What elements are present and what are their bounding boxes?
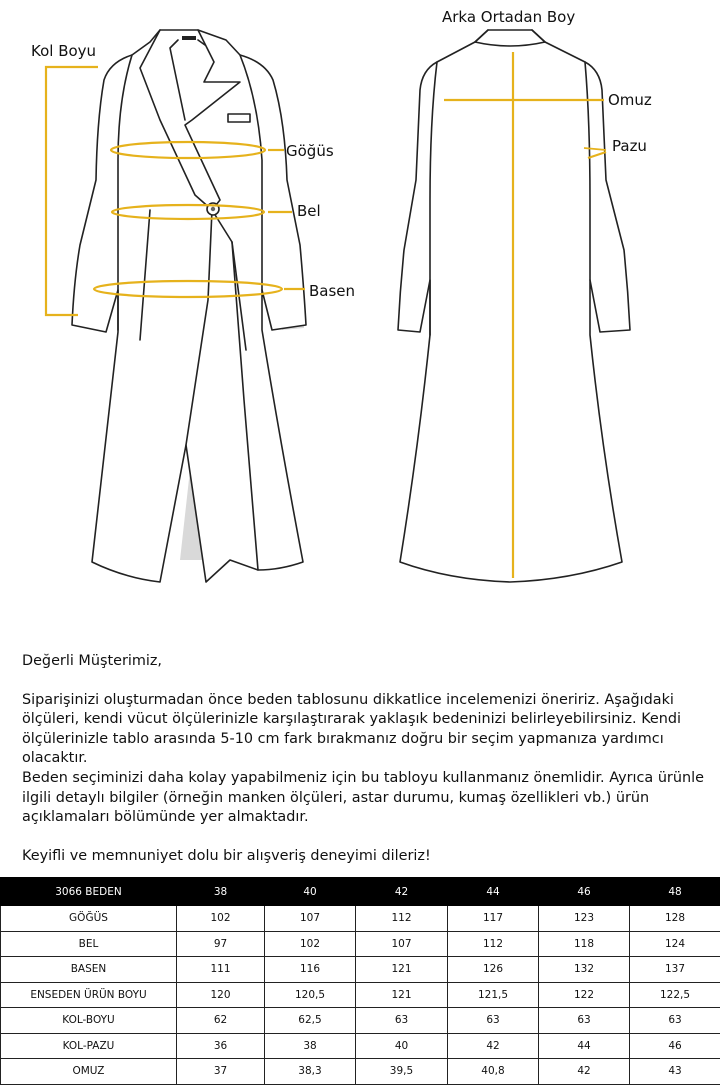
table-cell: 63 [356, 1008, 448, 1034]
table-header-cell: 42 [356, 878, 448, 906]
table-cell: 46 [630, 1033, 720, 1059]
table-cell: 120,5 [265, 982, 356, 1008]
table-cell: 122,5 [630, 982, 720, 1008]
table-cell: 40 [356, 1033, 448, 1059]
table-cell: 128 [630, 906, 720, 932]
table-cell: 42 [448, 1033, 539, 1059]
table-row [1, 1059, 720, 1085]
table-cell: 102 [177, 906, 265, 932]
bel-label: Bel [297, 202, 321, 220]
table-cell: 107 [265, 906, 356, 932]
gogus-label: Göğüs [286, 142, 334, 160]
basen-label: Basen [309, 282, 355, 300]
table-cell: 39,5 [356, 1059, 448, 1085]
table-cell: 137 [630, 957, 720, 983]
table-cell: 121 [356, 982, 448, 1008]
table-cell: 132 [539, 957, 630, 983]
table-row [1, 931, 720, 957]
pazu-label: Pazu [612, 137, 647, 155]
closing-text: Keyifli ve memnuniyet dolu bir alışveriş deneyimi dileriz! [22, 847, 706, 867]
greeting-text: Değerli Müşterimiz, [22, 652, 706, 672]
table-cell: 124 [630, 931, 720, 957]
table-cell: 123 [539, 906, 630, 932]
front-coat-drawing [72, 30, 306, 582]
table-header-cell: 46 [539, 878, 630, 906]
table-row-label: BEL [1, 931, 177, 957]
table-cell: 120 [177, 982, 265, 1008]
table-row-label: BASEN [1, 957, 177, 983]
table-cell: 44 [539, 1033, 630, 1059]
table-cell: 112 [448, 931, 539, 957]
table-row [1, 1008, 720, 1034]
omuz-label: Omuz [608, 91, 652, 109]
table-header-cell: 40 [265, 878, 356, 906]
table-cell: 121,5 [448, 982, 539, 1008]
table-header-cell: 3066 BEDEN [1, 878, 177, 906]
table-row-label: ENSEDEN ÜRÜN BOYU [1, 982, 177, 1008]
table-cell: 118 [539, 931, 630, 957]
table-cell: 63 [448, 1008, 539, 1034]
table-cell: 63 [539, 1008, 630, 1034]
table-cell: 111 [177, 957, 265, 983]
table-cell: 121 [356, 957, 448, 983]
table-header-row [1, 878, 720, 906]
table-cell: 117 [448, 906, 539, 932]
table-cell: 116 [265, 957, 356, 983]
table-cell: 37 [177, 1059, 265, 1085]
table-cell: 40,8 [448, 1059, 539, 1085]
table-row-label: GÖĞÜS [1, 906, 177, 932]
table-cell: 62 [177, 1008, 265, 1034]
intro-paragraph-2: Beden seçiminizi daha kolay yapabilmeniz için bu tabloyu kullanmanız önemlidir. Ayrıca ürünle ilgili detaylı bilgiler (örneğin manken ölçüleri, astar durumu, kumaş özellikleri vb.) ürün açıklamaları bölümünde yer almaktadır. [22, 769, 706, 828]
table-row-label: KOL-BOYU [1, 1008, 177, 1034]
table-cell: 107 [356, 931, 448, 957]
table-cell: 97 [177, 931, 265, 957]
arka-ortadan-boy-label: Arka Ortadan Boy [442, 8, 575, 26]
table-cell: 102 [265, 931, 356, 957]
table-row-label: KOL-PAZU [1, 1033, 177, 1059]
table-header-cell: 44 [448, 878, 539, 906]
table-row [1, 1033, 720, 1059]
table-cell: 38,3 [265, 1059, 356, 1085]
intro-text [22, 652, 706, 866]
table-row-label: OMUZ [1, 1059, 177, 1085]
table-cell: 36 [177, 1033, 265, 1059]
table-cell: 122 [539, 982, 630, 1008]
table-cell: 112 [356, 906, 448, 932]
table-row [1, 906, 720, 932]
intro-paragraph-1: Siparişinizi oluşturmadan önce beden tablosunu dikkatlice incelemenizi öneririz. Aşağıdaki ölçüleri, kendi vücut ölçülerinizle karşılaştırarak yaklaşık bedeninizi belirleyebilirsiniz. Kendi ölçülerinizle tablo arasında 5-10 cm fark bırakmanız doğru bir seçim yapmanıza yardımcı olacaktır. [22, 691, 706, 769]
size-table [0, 877, 720, 1085]
table-row [1, 982, 720, 1008]
table-header-cell: 48 [630, 878, 720, 906]
kol-boyu-label: Kol Boyu [31, 42, 96, 60]
table-cell: 42 [539, 1059, 630, 1085]
table-header-cell: 38 [177, 878, 265, 906]
table-cell: 38 [265, 1033, 356, 1059]
table-row [1, 957, 720, 983]
table-cell: 63 [630, 1008, 720, 1034]
table-cell: 126 [448, 957, 539, 983]
table-cell: 43 [630, 1059, 720, 1085]
table-cell: 62,5 [265, 1008, 356, 1034]
